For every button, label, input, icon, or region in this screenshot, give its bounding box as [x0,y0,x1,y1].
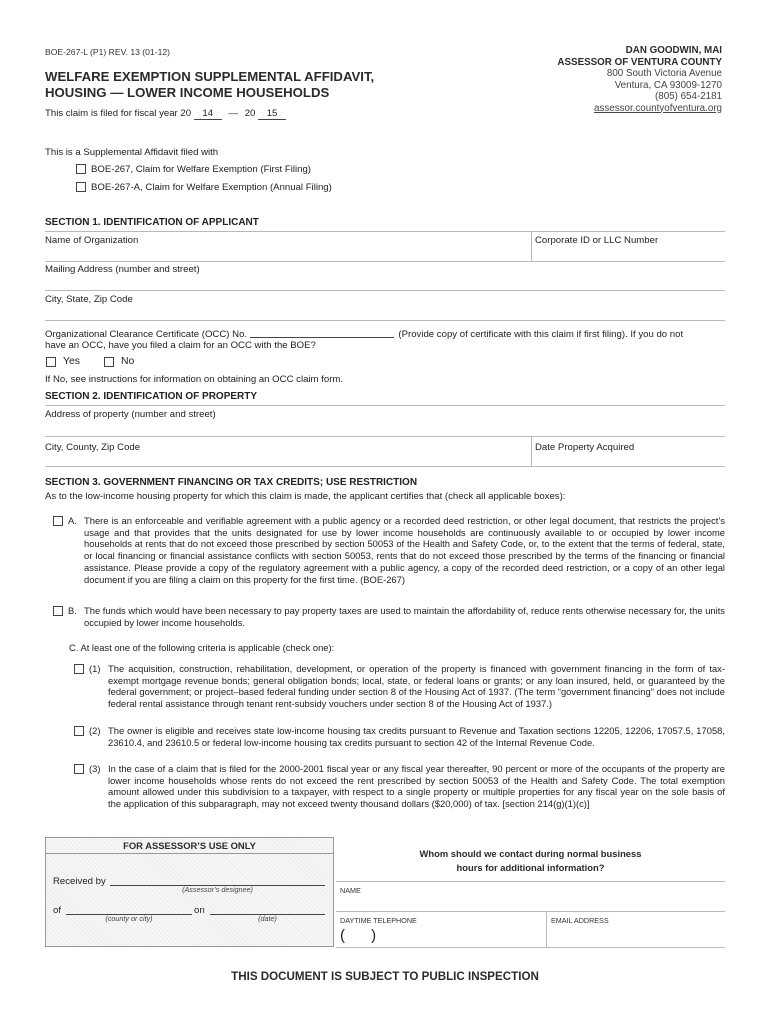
occ-no-label: No [121,356,135,367]
fiscal-year-start-field[interactable]: 14 [194,108,222,120]
occ-line [45,328,683,340]
occ-question: have an OCC, have you filed a claim for an OCC with the BOE? [45,340,316,351]
date-acquired-field[interactable] [535,453,725,466]
criterion-b-text: The funds which would have been necessary to pay property taxes are used to maintain the affordability of, reduce rents otherwise necessary for, the units occupied by lower income households. [84,605,725,628]
assessor-street: 800 South Victoria Avenue [606,68,722,79]
divider [45,290,725,291]
assessor-address-block [462,45,722,114]
public-inspection-notice: THIS DOCUMENT IS SUBJECT TO PUBLIC INSPECTION [231,970,539,983]
date-caption: (date) [258,914,277,923]
filing-option-boe-267: BOE-267, Claim for Welfare Exemption (First Filing) [91,164,312,175]
property-address-label: Address of property (number and street) [45,409,216,420]
assessor-city: Ventura, CA 93009-1270 [614,79,722,91]
fiscal-year-end-field[interactable]: 15 [258,108,286,120]
divider [45,320,725,321]
city-state-zip-label: City, State, Zip Code [45,294,133,305]
checkbox-boe-267-a[interactable] [76,182,86,192]
checkbox-occ-yes[interactable] [46,357,56,367]
phone-paren-open: ( [340,927,345,944]
fiscal-year-line [45,108,286,120]
of-label: of [53,905,62,916]
form-title-line1: WELFARE EXEMPTION SUPPLEMENTAL AFFIDAVIT, [45,69,375,84]
email-address-field[interactable] [551,926,725,946]
mailing-address-field[interactable] [45,276,725,290]
contact-heading-line1: Whom should we contact during normal business [419,848,642,859]
checkbox-criterion-b[interactable] [53,606,63,616]
form-number: BOE-267-L (P1) REV. 13 (01-12) [45,47,170,57]
property-city-field[interactable] [45,453,529,466]
assessor-website-link[interactable]: assessor.countyofventura.org [594,102,722,114]
criterion-c1-text: The acquisition, construction, rehabilitation, development, or operation of the property is financed with government financing in the form of tax-exempt mortgage revenue bonds; general obligation bonds; local, state, or federal loans or grants; or any loan insured, held, or guaranteed by the federal government; or project–based federal funding under section 8 of the Housing Act of 1937. (The term “government financing” does not include federal rental assistance through tenant rent-subsidy vouchers under section 8 of the Housing Act of 1937.) [108,663,725,710]
divider [45,466,725,467]
filing-intro: This is a Supplemental Affidavit filed with [45,147,219,158]
divider [45,261,725,262]
fiscal-year-20: 20 [244,108,256,119]
criterion-b-label: B. [68,605,77,616]
org-name-label: Name of Organization [45,235,139,246]
divider [336,911,725,912]
section2-heading: SECTION 2. IDENTIFICATION OF PROPERTY [45,391,258,402]
checkbox-occ-no[interactable] [104,357,114,367]
section1-heading: SECTION 1. IDENTIFICATION OF APPLICANT [45,217,259,228]
divider [531,231,532,261]
checkbox-criterion-a[interactable] [53,516,63,526]
property-address-field[interactable] [45,421,725,436]
criterion-a-text: There is an enforceable and verifiable agreement with a public agency or a recorded deed restriction, or other legal document, that restricts the project’s usage and that provides that the units designated for use by lower income households are continuously available to or occupied by lower income households at rents that do not exceed those prescribed by section 50053 of the Health and Safety Code, or, to the extent that the terms of federal, state, or local financing or financial assistance conflicts with section 50053, rents that do not exceed those prescribed by the terms of the financing or financial assistance. Please provide a copy of the regulatory agreement with a public agency, a copy of the recorded deed restriction, or a copy of an other legal document if you are filing a claim on this property for the first time. (BOE-267) [84,515,725,585]
date-acquired-label: Date Property Acquired [535,442,635,453]
contact-name-label: NAME [340,886,361,895]
occ-note: (Provide copy of certificate with this claim if first filing). If you do not [398,329,684,340]
assessor-phone: (805) 654-2181 [655,91,722,102]
section3-heading: SECTION 3. GOVERNMENT FINANCING OR TAX CREDITS; USE RESTRICTION [45,477,418,488]
occ-label: Organizational Clearance Certificate (OCC) No. [45,329,248,340]
daytime-telephone-field[interactable] [340,926,544,946]
criterion-a-label: A. [68,515,77,526]
divider [45,231,725,232]
criterion-c-text: C. At least one of the following criteria is applicable (check one): [69,642,335,653]
daytime-telephone-label: DAYTIME TELEPHONE [340,916,417,925]
on-label: on [194,905,205,916]
criterion-c1-label: (1) [89,663,101,674]
corp-id-field[interactable] [535,247,725,261]
checkbox-criterion-c1[interactable] [74,664,84,674]
criterion-c2-label: (2) [89,725,101,736]
county-or-city-caption: (county or city) [105,914,153,923]
criterion-c3-text: In the case of a claim that is filed for the 2000-2001 fiscal year or any fiscal year thereafter, 90 percent or more of the occupants of the property are lower income households whose rents do not exceed the rent prescribed by section 50053 of the Health and Safety Code. The total exemption amount allowed under this subdivision to a taxpayer, with respect to a single property or multiple properties for any fiscal year on the sole basis of the application of this subparagraph, may not exceed twenty thousand dollars ($20,000) of tax. [section 214(g)(1)(c)] [108,763,725,810]
assessor-designee-caption: (Assessor’s designee) [182,885,253,894]
criterion-c2-text: The owner is eligible and receives state low-income housing tax credits pursuant to Revenue and Taxation sections 12205, 12206, 17057.5, 17058, 23610.4, and 23610.5 or federal low-income housing tax credits pursuant to section 42 of the Internal Revenue Code. [108,725,725,748]
occ-if-no-note: If No, see instructions for information on obtaining an OCC claim form. [45,374,344,385]
corp-id-label: Corporate ID or LLC Number [535,235,659,246]
contact-heading-line2: hours for additional information? [456,862,605,873]
criterion-c3-label: (3) [89,763,101,774]
property-city-label: City, County, Zip Code [45,442,141,453]
mailing-address-label: Mailing Address (number and street) [45,264,200,275]
occ-number-field[interactable] [250,328,394,338]
received-by-label: Received by [53,876,106,887]
checkbox-boe-267[interactable] [76,164,86,174]
divider [45,405,725,406]
assessor-name: DAN GOODWIN, MAI [625,45,722,56]
divider [531,436,532,466]
contact-name-field[interactable] [340,896,725,910]
email-address-label: EMAIL ADDRESS [551,916,609,925]
assessor-office: ASSESSOR OF VENTURA COUNTY [557,56,722,68]
divider [546,911,547,947]
checkbox-criterion-c3[interactable] [74,764,84,774]
divider [336,947,725,948]
fiscal-year-prefix: This claim is filed for fiscal year 20 [45,108,192,119]
fiscal-year-dash: — [228,108,239,119]
section3-intro: As to the low-income housing property for which this claim is made, the applicant certifies that (check all applicable boxes): [45,491,566,502]
divider [45,436,725,437]
occ-yes-label: Yes [63,356,80,367]
assessor-use-heading: FOR ASSESSOR’S USE ONLY [45,837,334,854]
org-name-field[interactable] [45,247,529,261]
phone-paren-close: ) [371,927,377,944]
filing-option-boe-267-a: BOE-267-A, Claim for Welfare Exemption (Annual Filing) [91,182,332,193]
checkbox-criterion-c2[interactable] [74,726,84,736]
form-title-line2: HOUSING — LOWER INCOME HOUSEHOLDS [45,85,330,100]
city-state-zip-field[interactable] [45,306,725,320]
divider [336,881,725,882]
contact-heading [336,847,725,875]
